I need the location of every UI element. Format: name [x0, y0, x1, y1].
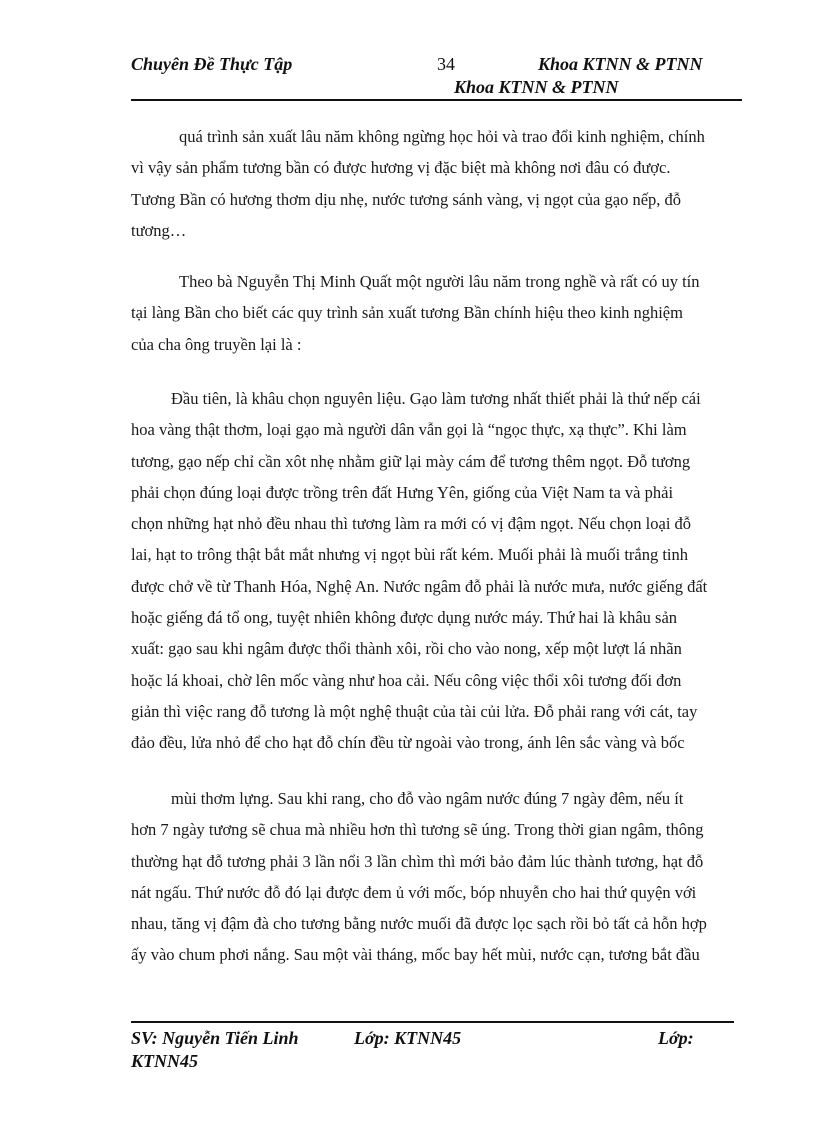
paragraph-line: nát ngấu. Thứ nước đỗ đó lại được đem ủ với mốc, bóp nhuyễn cho hai thứ quyện với: [131, 882, 697, 902]
paragraph-line: tại làng Bần cho biết các quy trình sản xuất tương Bần chính hiệu theo kinh nghiệm: [131, 303, 683, 323]
paragraph-line: chọn những hạt nhỏ đều nhau thì tương làm ra mới có vị đậm ngọt. Nếu chọn loại đỗ: [131, 514, 692, 534]
paragraph-line: giản thì việc rang đỗ tương là một nghệ thuật của tài củi lửa. Đỗ phải rang với cát, tay: [131, 701, 698, 721]
header-department-repeat: Khoa KTNN & PTNN: [454, 77, 619, 97]
paragraph-line: vì vậy sản phẩm tương bần có được hương vị đặc biệt mà không nơi đâu có được.: [131, 158, 671, 178]
footer-rule: [131, 1021, 734, 1023]
paragraph-line: đảo đều, lửa nhỏ để cho hạt đỗ chín đều từ ngoài vào trong, ánh lên sắc vàng và bốc: [131, 733, 685, 753]
paragraph-4: [131, 783, 707, 971]
paragraph-line: thường hạt đỗ tương phải 3 lần nổi 3 lần chìm thì mới bảo đảm lúc thành tương, hạt đỗ: [131, 851, 704, 871]
paragraph-line: hoặc giếng đá tổ ong, tuyệt nhiên không được dụng nước máy. Thứ hai là khâu sản: [131, 608, 678, 628]
header-rule: [131, 99, 742, 101]
paragraph-line: tương, gạo nếp chỉ cần xôt nhẹ nhằm giữ lại mày cám để tương thêm ngọt. Đỗ tương: [131, 451, 691, 471]
paragraph-line: hoa vàng thật thơm, loại gạo mà người dân vẫn gọi là “ngọc thực, xạ thực”. Khi làm: [131, 420, 687, 440]
paragraph-line: Đầu tiên, là khâu chọn nguyên liệu. Gạo làm tương nhất thiết phải là thứ nếp cái: [171, 389, 701, 408]
paragraph-line: Theo bà Nguyễn Thị Minh Quất một người lâu năm trong nghề và rất có uy tín: [179, 272, 700, 291]
header-department: Khoa KTNN & PTNN: [538, 54, 703, 74]
footer-student-name: SV: Nguyễn Tiến Linh: [131, 1028, 299, 1048]
page-number: 34: [437, 54, 455, 74]
footer-class: Lớp: KTNN45: [354, 1028, 462, 1048]
paragraph-line: hoặc lá khoai, chờ lên mốc vàng như hoa cải. Nếu công việc thổi xôi tương đối đơn: [131, 670, 682, 690]
header-title: Chuyên Đề Thực Tập: [131, 54, 293, 74]
paragraph-line: quá trình sản xuất lâu năm không ngừng học hỏi và trao đổi kinh nghiệm, chính: [179, 127, 705, 146]
paragraph-line: được chở về từ Thanh Hóa, Nghệ An. Nước ngâm đỗ phải là nước mưa, nước giếng đất: [131, 576, 708, 596]
paragraph-3: [131, 383, 707, 759]
paragraph-line: xuất: gạo sau khi ngâm được thổi thành xôi, rồi cho vào nong, xếp một lượt lá nhãn: [131, 639, 682, 659]
paragraph-line: của cha ông truyền lại là :: [131, 334, 302, 354]
paragraph-line: ấy vào chum phơi nắng. Sau một vài tháng, mốc bay hết mùi, nước cạn, tương bắt đầu: [131, 945, 700, 965]
paragraph-1: [131, 121, 705, 246]
footer-class-value: KTNN45: [131, 1051, 198, 1071]
footer-class-label: Lớp:: [658, 1028, 694, 1048]
paragraph-line: tương…: [131, 220, 187, 240]
paragraph-line: mùi thơm lựng. Sau khi rang, cho đỗ vào ngâm nước đúng 7 ngày đêm, nếu ít: [171, 789, 684, 808]
paragraph-line: Tương Bần có hương thơm dịu nhẹ, nước tương sánh vàng, vị ngọt của gạo nếp, đỗ: [131, 189, 682, 209]
paragraph-line: lai, hạt to trông thật bắt mắt nhưng vị ngọt bùi rất kém. Muối phải là muối trắng tinh: [131, 545, 689, 565]
paragraph-line: hơn 7 ngày tương sẽ chua mà nhiều hơn thì tương sẽ úng. Trong thời gian ngâm, thông: [131, 820, 704, 840]
paragraph-line: nhau, tăng vị đậm đà cho tương bằng nước muối đã được lọc sạch rồi bỏ tất cả hỗn hợp: [131, 914, 707, 934]
paragraph-2: [131, 266, 700, 360]
paragraph-line: phải chọn đúng loại được trồng trên đất Hưng Yên, giống của Việt Nam ta và phải: [131, 482, 674, 502]
